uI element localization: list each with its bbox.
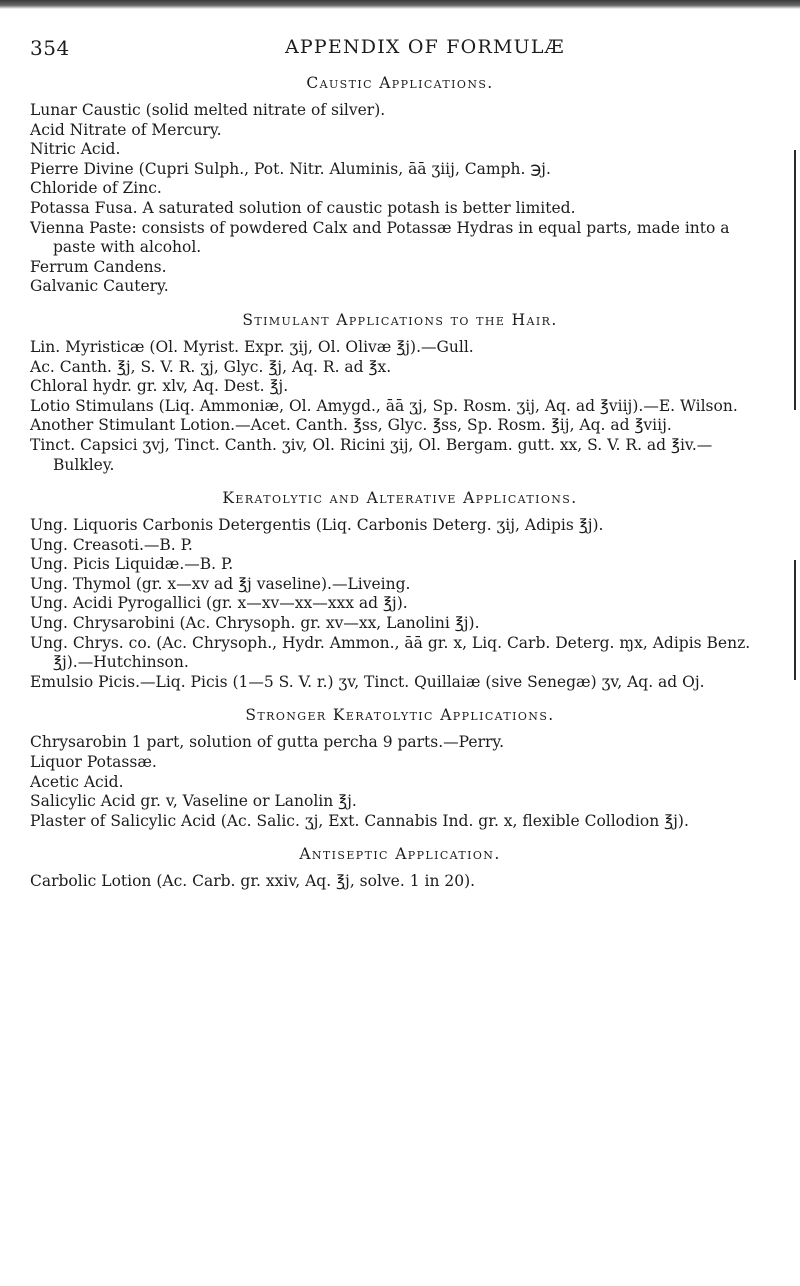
entry: Salicylic Acid gr. v, Vaseline or Lanolin ℥j. (30, 792, 357, 811)
entry: Ung. Acidi Pyrogallici (gr. x—xv—xx—xxx ad ℥j). (30, 594, 408, 613)
book-page (30, 24, 770, 892)
page-edge-mark (794, 560, 796, 680)
entry: Ac. Canth. ℥j, S. V. R. ʒj, Glyc. ℥j, Aq. R. ad ℥x. (30, 357, 392, 376)
section-antiseptic-application (30, 845, 770, 892)
entry: Galvanic Cautery. (30, 277, 169, 296)
entry: Nitric Acid. (30, 140, 121, 159)
entry: Emulsio Picis.—Liq. Picis (1—5 S. V. r.) ʒv, Tinct. Quillaiæ (sive Senegæ) ʒv, Aq. ad Oj. (30, 672, 705, 691)
entry: Ung. Creasoti.—B. P. (30, 535, 193, 554)
section-stronger-keratolytic (30, 706, 770, 831)
entry: Lin. Myristicæ (Ol. Myrist. Expr. ʒij, Ol. Olivæ ℥j).—Gull. (30, 337, 474, 356)
entry: Carbolic Lotion (Ac. Carb. gr. xxiv, Aq. ℥j, solve. 1 in 20). (30, 872, 476, 891)
entry: Vienna Paste: consists of powdered Calx and Potassæ Hydras in equal parts, made into a paste with alcohol. (30, 218, 730, 257)
entry: Chloral hydr. gr. xlv, Aq. Dest. ℥j. (30, 377, 289, 396)
running-title: APPENDIX OF FORMULÆ (285, 36, 565, 58)
entry: Another Stimulant Lotion.—Acet. Canth. ℥ss, Glyc. ℥ss, Sp. Rosm. ℥ij, Aq. ad ℥viij. (30, 416, 672, 435)
section-caustic-applications (30, 74, 770, 297)
entry: Ung. Thymol (gr. x—xv ad ℥j vaseline).—Liveing. (30, 574, 411, 593)
page-edge-mark (794, 150, 796, 410)
entry: Ung. Liquoris Carbonis Detergentis (Liq. Carbonis Deterg. ʒij, Adipis ℥j). (30, 516, 604, 535)
section-heading: Stimulant Applications to the Hair. (242, 310, 558, 329)
section-heading: Stronger Keratolytic Applications. (245, 706, 555, 725)
entry: Ung. Chrys. co. (Ac. Chrysoph., Hydr. Ammon., āā gr. x, Liq. Carb. Deterg. ɱx, Adipis Benz. ℥j).—Hutchinson. (30, 633, 751, 672)
section-keratolytic-alterative (30, 489, 770, 692)
entry: Potassa Fusa. A saturated solution of caustic potash is better limited. (30, 198, 576, 217)
entry: Pierre Divine (Cupri Sulph., Pot. Nitr. Aluminis, āā ʒiij, Camph. ℈j. (30, 159, 551, 178)
section-stimulant-applications (30, 311, 770, 475)
entry: Lotio Stimulans (Liq. Ammoniæ, Ol. Amygd., āā ʒj, Sp. Rosm. ʒij, Aq. ad ℥viij).—E. Wilson. (30, 396, 738, 415)
entry: Chloride of Zinc. (30, 179, 162, 198)
section-heading: Caustic Applications. (306, 74, 494, 92)
top-edge-shadow (0, 0, 800, 9)
entry: Liquor Potassæ. (30, 753, 157, 772)
entry: Lunar Caustic (solid melted nitrate of silver). (30, 101, 386, 119)
entry: Tinct. Capsici ʒvj, Tinct. Canth. ʒiv, Ol. Ricini ʒij, Ol. Bergam. gutt. xx, S. V. R. ad ℥iv.—Bulkley. (30, 435, 713, 474)
entry: Acid Nitrate of Mercury. (30, 120, 222, 139)
entry: Ferrum Candens. (30, 257, 167, 276)
entry: Ung. Chrysarobini (Ac. Chrysoph. gr. xv—xx, Lanolini ℥j). (30, 614, 480, 633)
page-number: 354 (30, 36, 70, 60)
section-heading: Antiseptic Application. (299, 845, 501, 864)
entry: Ung. Picis Liquidæ.—B. P. (30, 555, 234, 574)
section-heading: Keratolytic and Alterative Applications. (222, 489, 578, 508)
entry: Plaster of Salicylic Acid (Ac. Salic. ʒj, Ext. Cannabis Ind. gr. x, flexible Collodion ℥j). (30, 811, 689, 830)
running-head (30, 24, 770, 60)
entry: Chrysarobin 1 part, solution of gutta percha 9 parts.—Perry. (30, 733, 505, 752)
entry: Acetic Acid. (30, 772, 124, 791)
